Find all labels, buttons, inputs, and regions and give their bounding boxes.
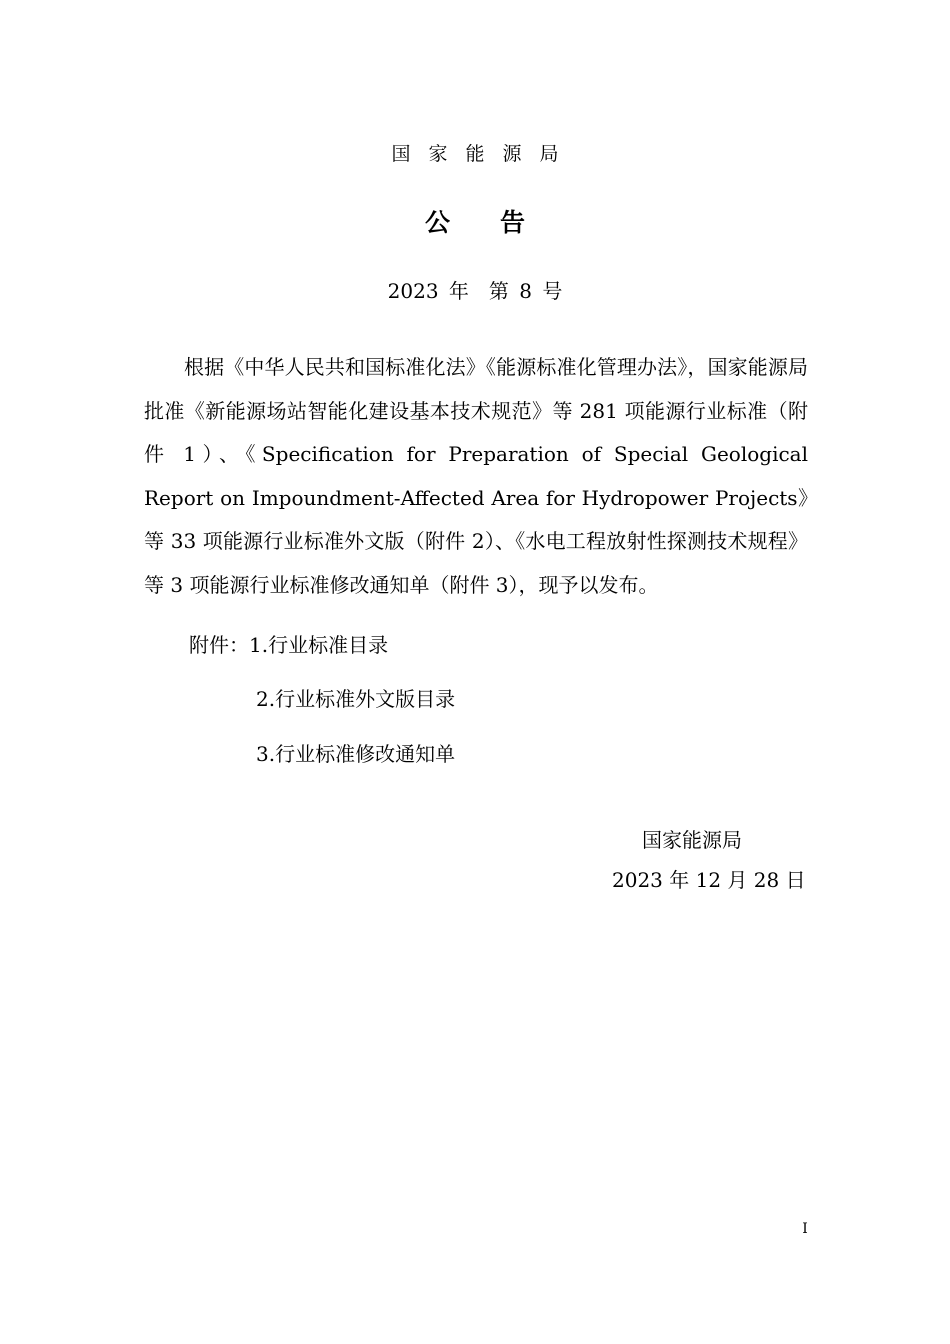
attachment-item-1: 附件：1.行业标准目录 <box>189 633 389 657</box>
signature-date: 2023 年 12 月 28 日 <box>612 868 806 892</box>
document-title: 公告 <box>424 208 575 237</box>
document-number: 2023 年 第 8 号 <box>387 279 563 303</box>
announcement-paragraph: 根据《中华人民共和国标准化法》《能源标准化管理办法》，国家能源局批准《新能源场站智能化建设基本技术规范》等 281 项能源行业标准（附件 1）、《Specification for Preparation of Special Geological Report on Impoundment-Affected Area for Hydropower Projects》等 33 项能源行业标准外文版（附件 2）、《水电工程放射性探测技术规程》等 3 项能源行业标准修改通知单（附件 3），现予以发布。 <box>144 355 808 597</box>
attachment-item-3: 3.行业标准修改通知单 <box>256 742 456 766</box>
page-number: I <box>802 1221 808 1237</box>
attachment-item-2: 2.行业标准外文版目录 <box>256 687 456 711</box>
issuing-agency: 国家能源局 <box>391 143 577 165</box>
signature-organization: 国家能源局 <box>642 828 742 852</box>
